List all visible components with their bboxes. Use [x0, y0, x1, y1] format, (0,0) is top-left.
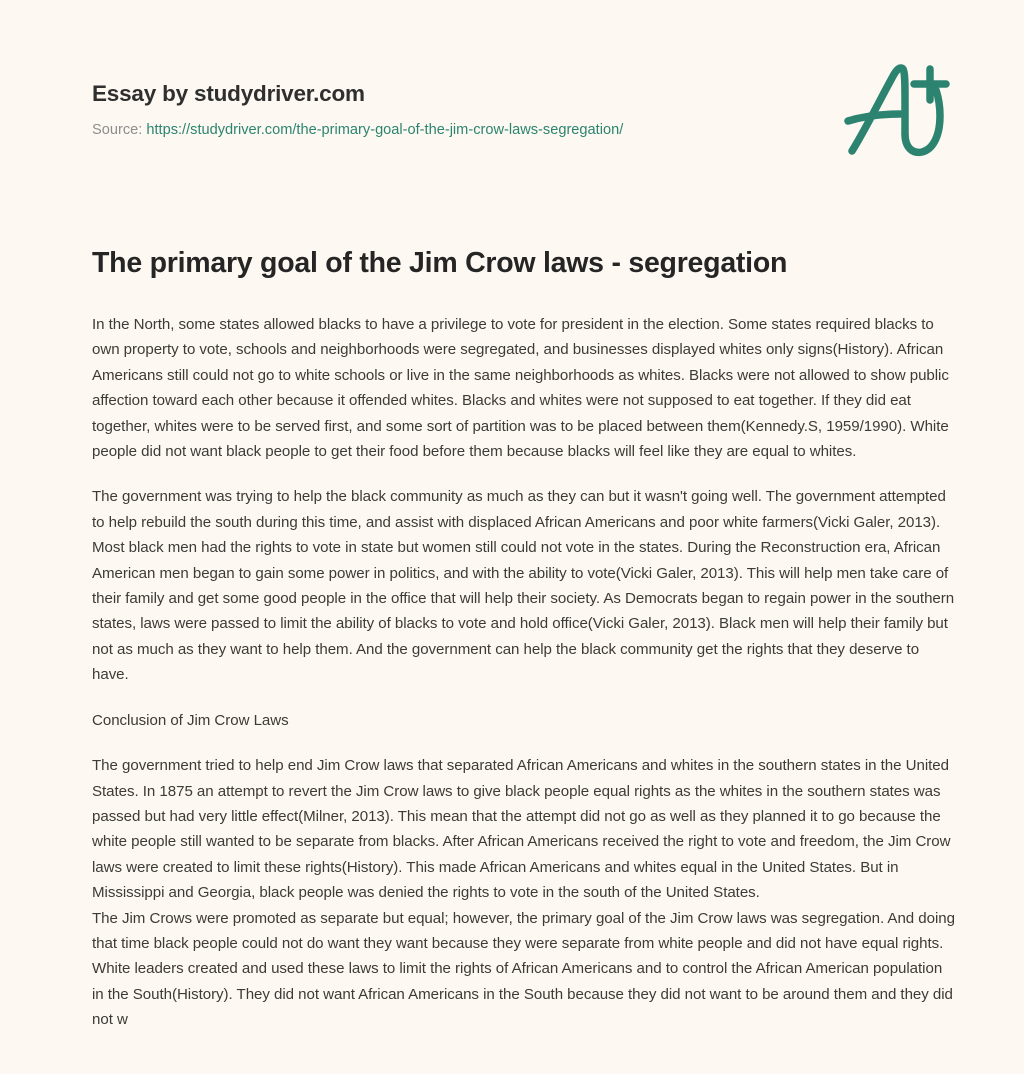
page-title: The primary goal of the Jim Crow laws - segregation	[92, 247, 788, 279]
conclusion-paragraph-2: The Jim Crows were promoted as separate but equal; however, the primary goal of the Jim Crow laws was segregation. And doing that time black people could not do want they want because they were separate from white people and did not have equal rights. White leaders created and used these laws to limit the rights of African Americans and to control the African American population in the South(History). They did not want African Americans in the South because they did not want to be around them and they did not w	[92, 909, 955, 1029]
essay-byline: Essay by studydriver.com	[92, 81, 365, 106]
section-heading-conclusion: Conclusion of Jim Crow Laws	[92, 711, 289, 729]
source-label: Source:	[92, 122, 143, 138]
document-body	[92, 312, 956, 1053]
body-paragraph-1: In the North, some states allowed blacks to have a privilege to vote for president in the election. Some states required blacks to own property to vote, schools and neighborhoods were segregated, and businesses displayed whites only signs(History). African Americans still could not go to white schools or live in the same neighborhoods as whites. Blacks were not allowed to show public affection toward each other because it offended whites. Blacks and whites were not supposed to eat together. If they did eat together, whites were to be served first, and some sort of partition was to be placed between them(Kennedy.S, 1959/1990). White people did not want black people to get their food before them because blacks will feel like they are equal to whites.	[92, 316, 949, 461]
source-url-link[interactable]: https://studydriver.com/the-primary-goal-of-the-jim-crow-laws-segregation/	[146, 122, 624, 138]
a-plus-logo-icon	[830, 48, 962, 166]
body-paragraph-2: The government was trying to help the black community as much as they can but it wasn't going well. The government attempted to help rebuild the south during this time, and assist with displaced African Americans and poor white farmers(Vicki Galer, 2013). Most black men had the rights to vote in state but women still could not vote in the states. During the Reconstruction era, African American men began to gain some power in politics, and with the ability to vote(Vicki Galer, 2013). This will help men take care of their family and get some good people in the office that will help their society. As Democrats began to regain power in the southern states, laws were passed to limit the ability of blacks to vote and hold office(Vicki Galer, 2013). Black men will help their family but not as much as they want to help them. And the government can help the black community get the rights that they deserve to have.	[92, 488, 955, 684]
conclusion-paragraph-1: The government tried to help end Jim Crow laws that separated African Americans and whites in the southern states in the United States. In 1875 an attempt to revert the Jim Crow laws to give black people equal rights as the whites in the southern states was passed but had very little effect(Milner, 2013). This mean that the attempt did not go as well as they planned it to go because the white people still wanted to be separate from blacks. After African Americans received the right to vote and freedom, the Jim Crow laws were created to limit these rights(History). This made African Americans and whites equal in the United States. But in Mississippi and Georgia, black people was denied the rights to vote in the south of the United States.	[92, 757, 951, 902]
